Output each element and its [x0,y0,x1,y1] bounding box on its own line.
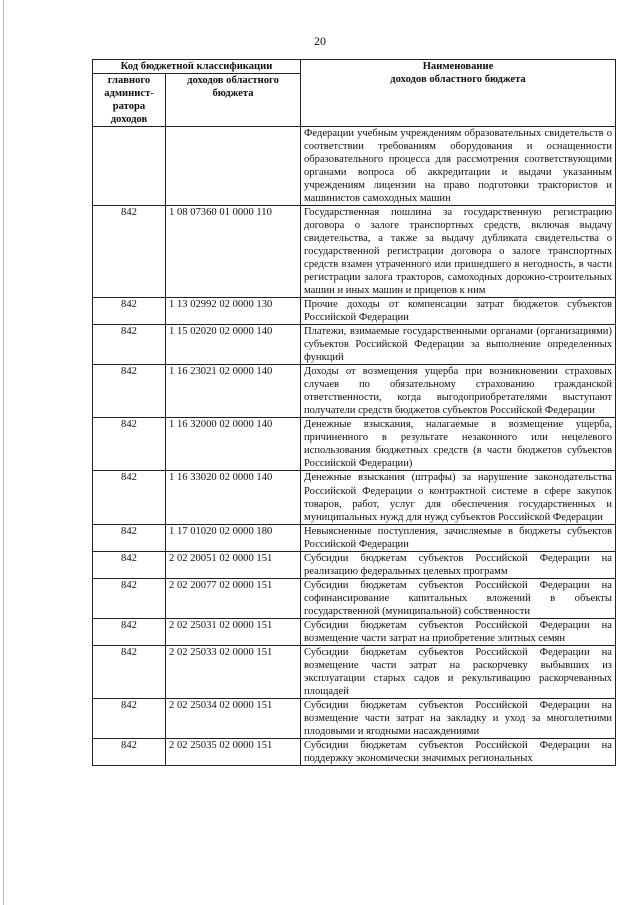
administrator-code-cell [93,127,166,206]
header-main-administrator [93,74,166,127]
income-name-cell: Невыясненные поступления, зачисляемые в бюджеты субъектов Российской Федерации [301,524,616,551]
administrator-code-cell: 842 [93,325,166,365]
page-number: 20 [314,34,326,48]
income-name-cell: Государственная пошлина за государственную регистрацию договора о залоге транспортных средств, включая выдачу свидетельства, а также за выдачу дубликата свидетельства о государственной регистрации договора о залоге транспортных средств взамен утраченного или пришедшего в негодность, в части регистрации залога тракторов, самоходных дорожно-строительных машин и иных машин и прицепов к ним [301,206,616,298]
income-name-cell: Денежные взыскания, налагаемые в возмещение ущерба, причиненного в результате незаконного или нецелевого использования бюджетных средств (в части бюджетов субъектов Российской Федерации) [301,418,616,471]
income-code-cell: 1 16 33020 02 0000 140 [166,471,301,524]
header-income-name-line: Наименование [422,61,494,72]
income-name-cell: Платежи, взимаемые государственными органами (организациями) субъектов Российской Федерации за выполнение определенных функций [301,325,616,365]
income-code-cell [166,127,301,206]
header-regional-income-line: бюджета [212,88,254,100]
administrator-code-cell: 842 [93,578,166,618]
header-income-name [301,60,616,127]
administrator-code-cell: 842 [93,645,166,698]
administrator-code-cell: 842 [93,698,166,738]
income-code-cell: 2 02 25035 02 0000 151 [166,738,301,765]
income-code-cell: 2 02 25034 02 0000 151 [166,698,301,738]
administrator-code-cell: 842 [93,551,166,578]
header-main-administrator-line: доходов [110,114,148,126]
administrator-code-cell: 842 [93,618,166,645]
header-regional-income-line: доходов областного [187,75,279,87]
administrator-code-cell: 842 [93,298,166,325]
income-name-cell: Субсидии бюджетам субъектов Российской Федерации на возмещение части затрат на закладку и уход за многолетними плодовыми и ягодными насаждениями [301,698,616,738]
income-code-cell: 2 02 20051 02 0000 151 [166,551,301,578]
administrator-code-cell: 842 [93,365,166,418]
income-name-cell: Денежные взыскания (штрафы) за нарушение законодательства Российской Федерации о контрактной системе в сфере закупок товаров, работ, услуг для обеспечения государственных и муниципальных нужд для нужд субъектов Российской Федерации [301,471,616,524]
income-code-cell: 2 02 25033 02 0000 151 [166,645,301,698]
table-row [93,524,616,551]
header-main-administrator-line: ратора [112,101,146,113]
table-row [93,471,616,524]
income-name-cell: Федерации учебным учреждениям образовательных свидетельств о соответствии требованиям оборудования и оснащенности образовательного процесса для рассмотрения соответствующими органами вопроса об аккредитации и выдачи указанным учреждениям лицензии на право подготовки трактористов и машинистов самоходных машин [301,127,616,206]
table-row [93,578,616,618]
income-code-cell: 2 02 20077 02 0000 151 [166,578,301,618]
table-row [93,206,616,298]
administrator-code-cell: 842 [93,738,166,765]
administrator-code-cell: 842 [93,418,166,471]
header-main-administrator-line: админист- [104,88,154,100]
income-code-cell: 1 16 23021 02 0000 140 [166,365,301,418]
table-row [93,618,616,645]
income-code-cell: 1 08 07360 01 0000 110 [166,206,301,298]
income-name-cell: Доходы от возмещения ущерба при возникновении страховых случаев по обязательному страхованию гражданской ответственности, когда выгодоприобретателями выступают получатели средств бюджетов субъектов Российской Федерации [301,365,616,418]
header-classification-code: Код бюджетной классификации [93,60,301,74]
header-income-name-line: доходов областного бюджета [390,74,526,86]
budget-classification-table [92,59,616,766]
income-name-cell: Субсидии бюджетам субъектов Российской Федерации на реализацию федеральных целевых программ [301,551,616,578]
table-row [93,325,616,365]
income-code-cell: 2 02 25031 02 0000 151 [166,618,301,645]
header-regional-income [166,74,301,127]
administrator-code-cell: 842 [93,471,166,524]
table-row [93,365,616,418]
table-row [93,698,616,738]
income-name-cell: Субсидии бюджетам субъектов Российской Федерации на возмещение части затрат на раскорчевку выбывших из эксплуатации старых садов и рекультивацию раскорчеванных площадей [301,645,616,698]
income-code-cell: 1 13 02992 02 0000 130 [166,298,301,325]
income-code-cell: 1 15 02020 02 0000 140 [166,325,301,365]
income-name-cell: Прочие доходы от компенсации затрат бюджетов субъектов Российской Федерации [301,298,616,325]
income-code-cell: 1 16 32000 02 0000 140 [166,418,301,471]
income-name-cell: Субсидии бюджетам субъектов Российской Федерации на софинансирование капитальных вложений в объекты государственной (муниципальной) собственности [301,578,616,618]
administrator-code-cell: 842 [93,524,166,551]
table-row [93,298,616,325]
table-row [93,551,616,578]
income-code-cell: 1 17 01020 02 0000 180 [166,524,301,551]
scan-edge [3,0,4,905]
table-row [93,738,616,765]
income-name-cell: Субсидии бюджетам субъектов Российской Федерации на возмещение части затрат на приобретение элитных семян [301,618,616,645]
table-row [93,127,616,206]
header-main-administrator-line: главного [107,75,151,87]
table-row [93,418,616,471]
income-name-cell: Субсидии бюджетам субъектов Российской Федерации на поддержку экономически значимых региональных [301,738,616,765]
administrator-code-cell: 842 [93,206,166,298]
table-row [93,645,616,698]
